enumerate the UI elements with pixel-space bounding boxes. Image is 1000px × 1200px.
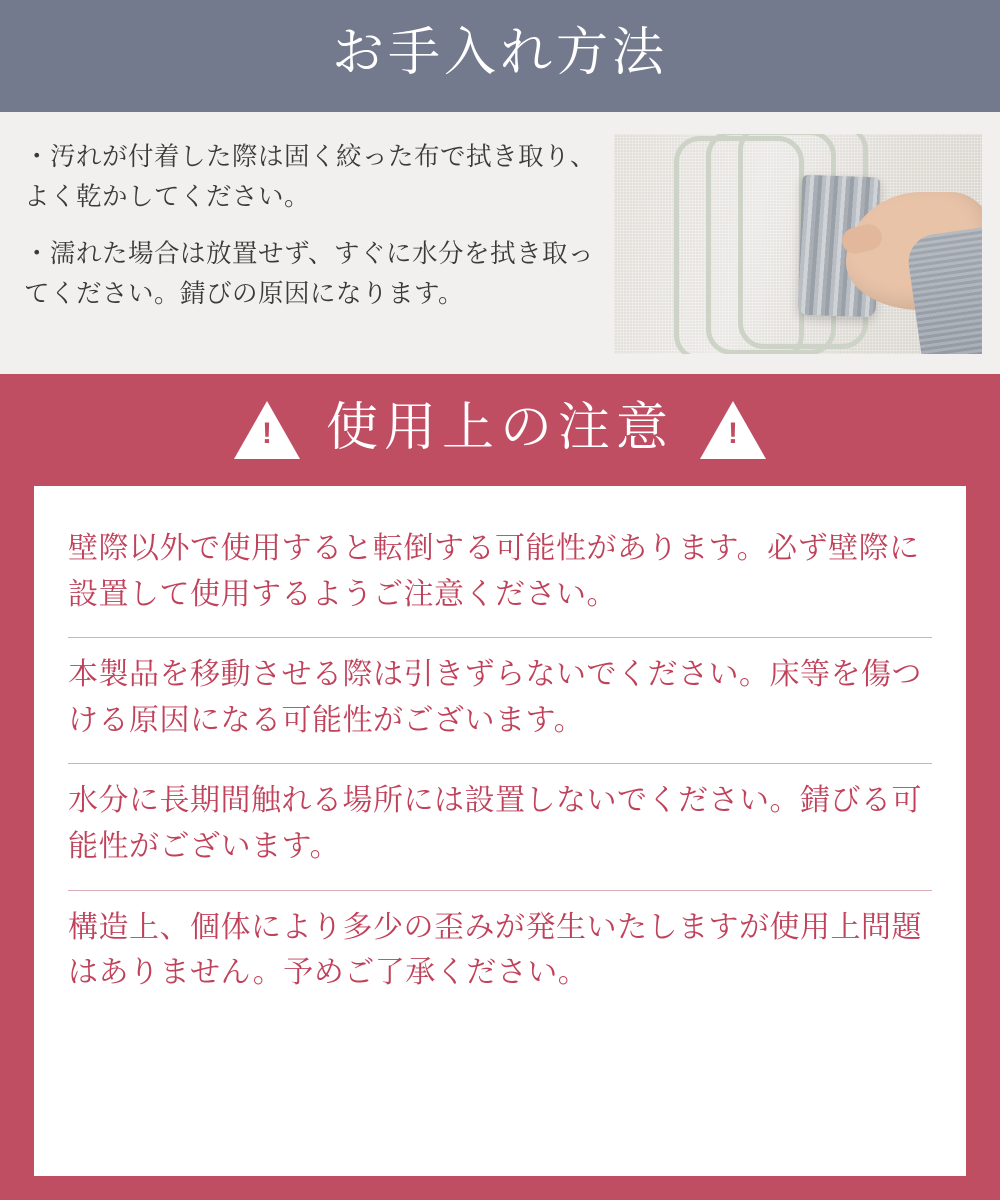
caution-notes-card: [34, 486, 966, 1176]
caution-note: 壁際以外で使用すると転倒する可能性があります。必ず壁際に設置して使用するようご注意ください。: [68, 532, 920, 611]
caution-section: [0, 374, 1000, 1200]
care-text-block: [0, 112, 614, 332]
care-section-body: [0, 112, 1000, 374]
warning-triangle-icon: [700, 401, 766, 459]
warning-triangle-icon: [234, 401, 300, 459]
note-divider: [68, 890, 932, 891]
caution-note: 構造上、個体により多少の歪みが発生いたしますが使用上問題はありません。予めご了承ください。: [68, 910, 922, 990]
care-section-title: お手入れ方法: [331, 24, 668, 82]
caution-section-header: [0, 374, 1000, 486]
care-note-line: ・汚れが付着した際は固く絞った布で拭き取り、よく乾かしてください。: [24, 143, 597, 211]
note-divider: [68, 637, 932, 638]
note-divider: [68, 763, 932, 764]
exclamation-mark: !: [728, 417, 738, 450]
caution-section-title: 使用上の注意: [325, 399, 674, 457]
caution-note: 水分に長期間触れる場所には設置しないでください。錆びる可能性がございます。: [68, 784, 922, 863]
care-note-line: ・濡れた場合は放置せず、すぐに水分を拭き取ってください。錆びの原因になります。: [24, 240, 594, 308]
care-section-header: [0, 0, 1000, 112]
care-photo: [614, 134, 982, 354]
exclamation-mark: !: [261, 417, 272, 450]
caution-note: 本製品を移動させる際は引きずらないでください。床等を傷つける原因になる可能性がございます。: [68, 658, 922, 737]
